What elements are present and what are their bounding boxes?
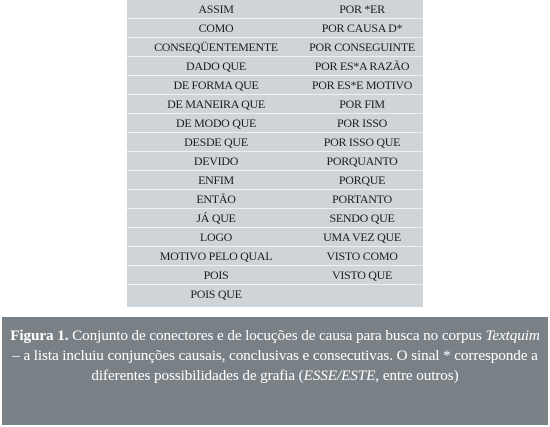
caption-text: – a lista incluiu conjunções causais, conclusivas e consecutivas. O sinal * corresponde a diferentes possibilidades de grafia ( — [12, 347, 538, 384]
table-cell-left: DESDE QUE — [184, 135, 248, 149]
table-row — [127, 266, 423, 285]
table-cell-right: POR CONSEGUINTE — [309, 40, 415, 54]
table-cell-left: POIS — [203, 268, 229, 282]
table-cell-right: POR FIM — [339, 97, 385, 111]
table-cell-left: ENFIM — [198, 173, 234, 187]
table-row — [127, 38, 423, 57]
table-cell-right: PORQUANTO — [326, 154, 398, 168]
table-row — [127, 285, 423, 304]
table-cell-left: POIS QUE — [190, 287, 242, 301]
caption-text: , entre outros) — [375, 367, 459, 384]
table-row — [127, 152, 423, 171]
table-cell-right — [301, 285, 423, 303]
table-row — [127, 114, 423, 133]
caption-text: Conjunto de conectores e de locuções de causa para busca no corpus — [68, 327, 486, 344]
table-cell-right: UMA VEZ QUE — [323, 230, 401, 244]
table-row — [127, 57, 423, 76]
caption-label: Figura 1. — [10, 327, 69, 344]
table-cell-right: POR CAUSA D* — [321, 21, 403, 35]
table-row — [127, 76, 423, 95]
table-cell-left: JÁ QUE — [196, 211, 236, 225]
caption-corpus-name: Textquim — [485, 327, 540, 344]
table-cell-left: DE FORMA QUE — [173, 78, 259, 92]
table-cell-right: SENDO QUE — [329, 211, 395, 225]
table-row — [127, 19, 423, 38]
table-cell-right: POR ES*E MOTIVO — [311, 78, 413, 92]
table-row — [127, 0, 423, 19]
table-cell-left: DE MANEIRA QUE — [167, 97, 265, 111]
table-row — [127, 209, 423, 228]
table-cell-left: ASSIM — [198, 2, 234, 16]
table-cell-right: PORTANTO — [332, 192, 392, 206]
table-row — [127, 95, 423, 114]
table-row — [127, 247, 423, 266]
table-cell-right: VISTO COMO — [326, 249, 398, 263]
table-cell-left: CONSEQÜENTEMENTE — [154, 40, 278, 54]
table-cell-left: DEVIDO — [193, 154, 239, 168]
table-cell-right: POR *ER — [339, 2, 385, 16]
table-row — [127, 190, 423, 209]
table-cell-right: VISTO QUE — [331, 268, 393, 282]
connectors-table — [127, 0, 423, 307]
table-cell-left: MOTIVO PELO QUAL — [159, 249, 273, 263]
table-row — [127, 133, 423, 152]
table-cell-right: POR ISSO — [337, 116, 387, 130]
table-cell-left: COMO — [198, 21, 234, 35]
figure-caption — [2, 317, 548, 425]
caption-example-forms: ESSE/ESTE — [303, 367, 376, 384]
table-row — [127, 171, 423, 190]
table-cell-left: ENTÃO — [196, 192, 236, 206]
table-cell-right: POR ES*A RAZÃO — [314, 59, 410, 73]
table-cell-left: LOGO — [199, 230, 233, 244]
table-cell-left: DADO QUE — [186, 59, 246, 73]
table-cell-left: DE MODO QUE — [175, 116, 257, 130]
table-cell-right: PORQUE — [338, 173, 386, 187]
table-row — [127, 228, 423, 247]
table-cell-right: POR ISSO QUE — [323, 135, 401, 149]
